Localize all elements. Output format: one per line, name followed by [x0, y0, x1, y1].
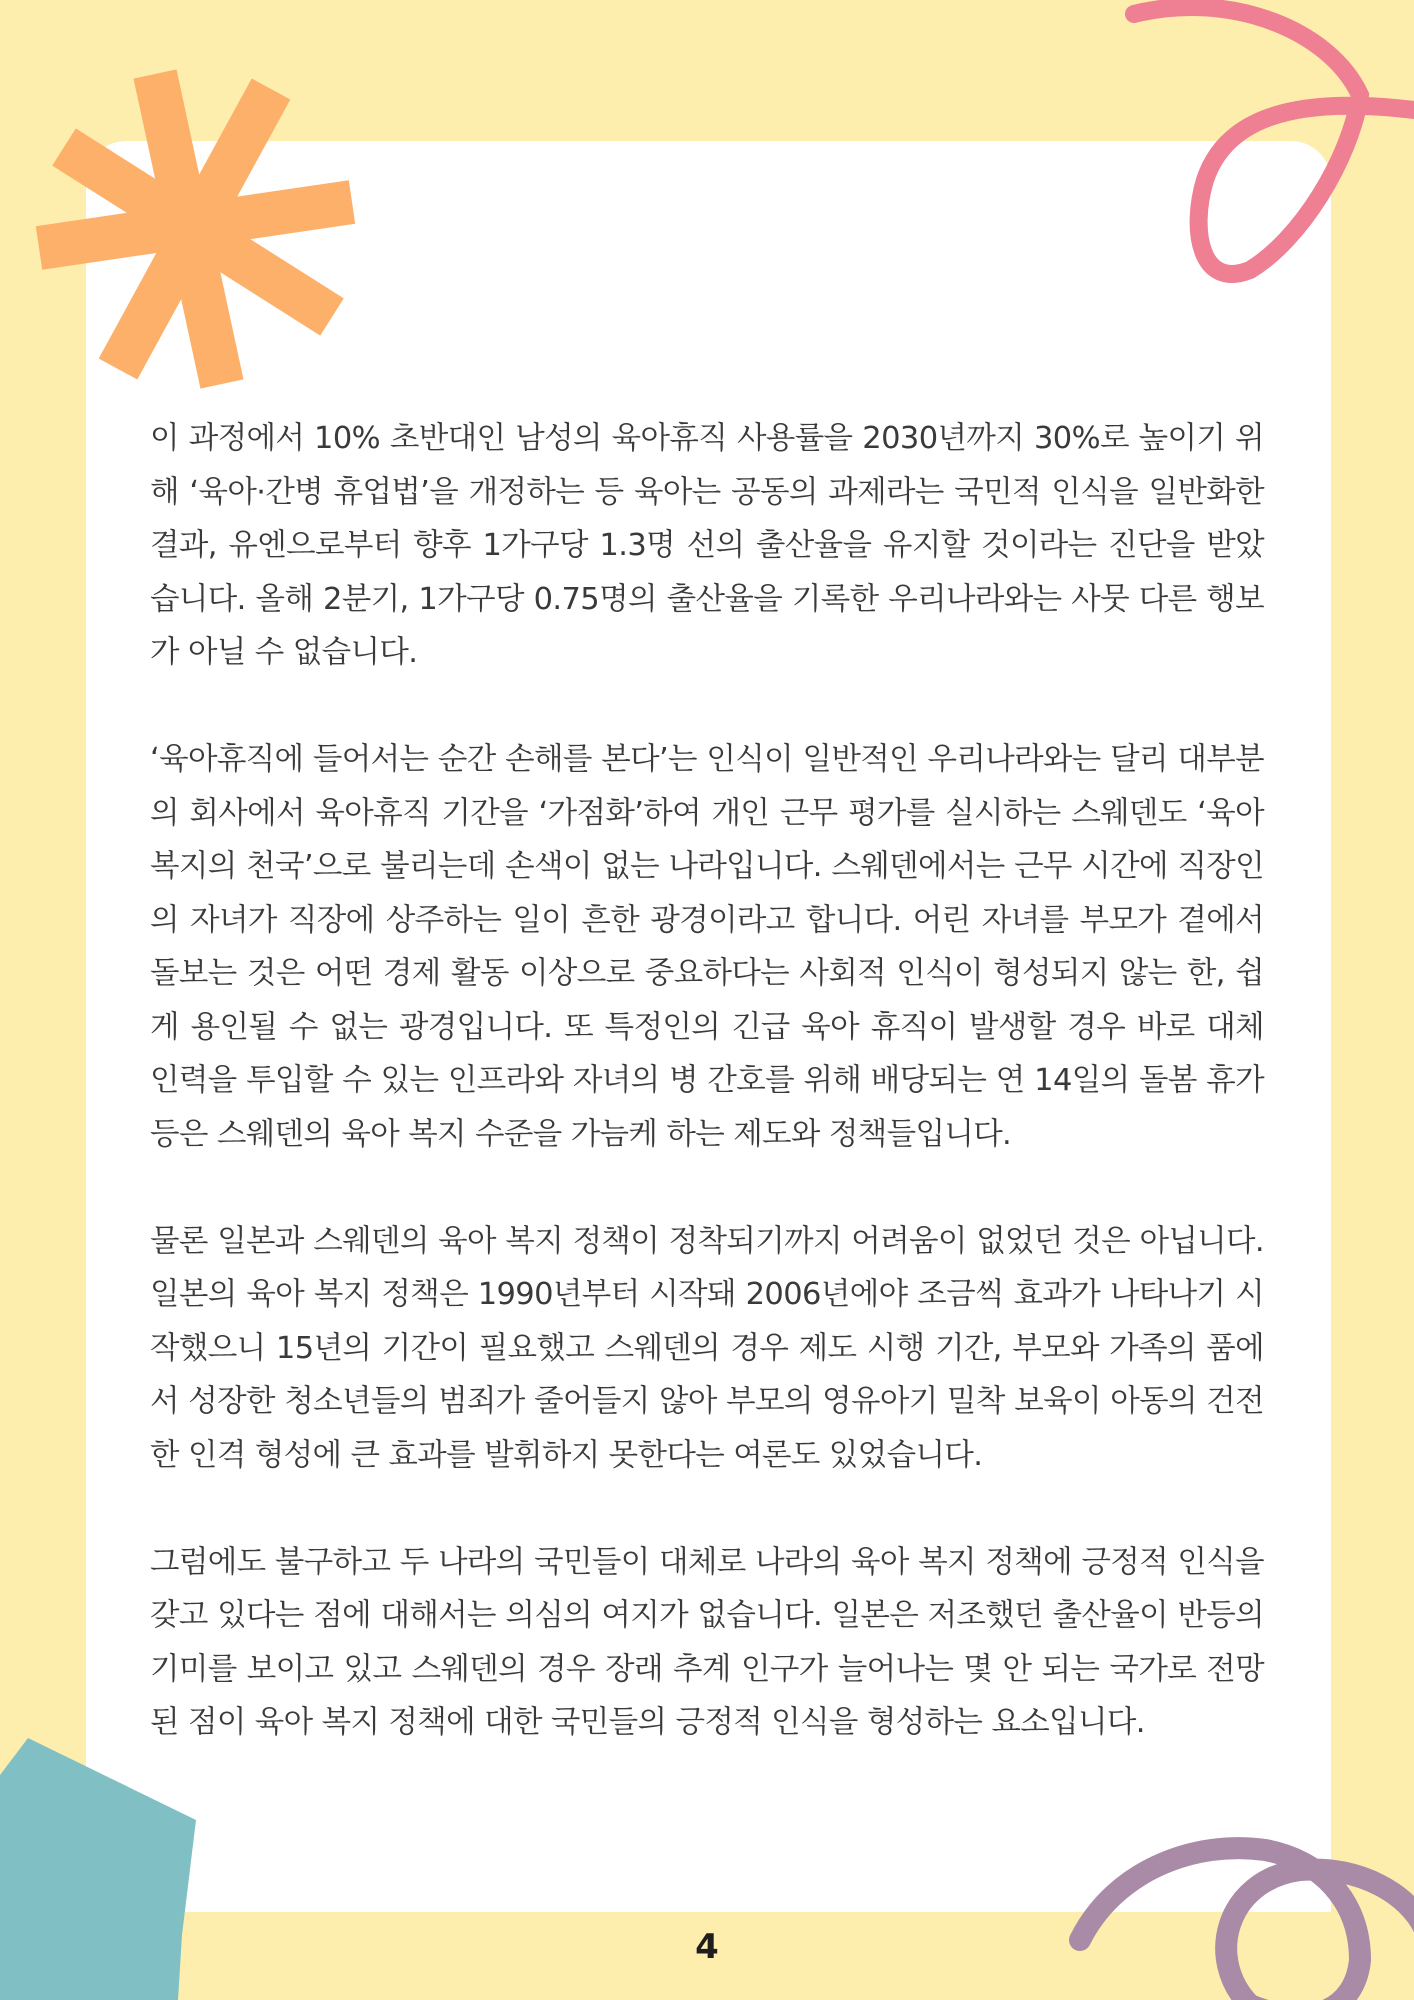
teal-shape-icon	[0, 1738, 196, 2000]
paragraph: 이 과정에서 10% 초반대인 남성의 육아휴직 사용률을 2030년까지 30%로 높이기 위해 ‘육아·간병 휴업법’을 개정하는 등 육아는 공동의 과제라는 국민적 인식을 일반화한 결과, 유엔으로부터 향후 1가구당 1.3명 선의 출산율을 유지할 것이라는 진단을 받았습니다. 올해 2분기, 1가구당 0.75명의 출산율을 기록한 우리나라와는 사뭇 다른 행보가 아닐 수 없습니다.	[150, 421, 1264, 670]
pink-swirl-icon	[1134, 7, 1414, 274]
page-number: 4	[695, 1927, 719, 1967]
paragraph: 그럼에도 불구하고 두 나라의 국민들이 대체로 나라의 육아 복지 정책에 긍정적 인식을 갖고 있다는 점에 대해서는 의심의 여지가 없습니다. 일본은 저조했던 출산율이 반등의 기미를 보이고 있고 스웨덴의 경우 장래 추계 인구가 늘어나는 몇 안 되는 국가로 전망된 점이 육아 복지 정책에 대한 국민들의 긍정적 인식을 형성하는 요소입니다.	[150, 1544, 1264, 1740]
paragraph: 물론 일본과 스웨덴의 육아 복지 정책이 정착되기까지 어려움이 없었던 것은 아닙니다. 일본의 육아 복지 정책은 1990년부터 시작돼 2006년에야 조금씩 효과가 나타나기 시작했으니 15년의 기간이 필요했고 스웨덴의 경우 제도 시행 기간, 부모와 가족의 품에서 성장한 청소년들의 범죄가 줄어들지 않아 부모의 영유아기 밀착 보육이 아동의 건전한 인격 형성에 큰 효과를 발휘하지 못한다는 여론도 있었습니다.	[150, 1223, 1264, 1473]
asterisk-icon	[39, 74, 352, 384]
purple-swirl-icon	[1080, 1848, 1414, 2000]
paragraph: ‘육아휴직에 들어서는 순간 손해를 본다’는 인식이 일반적인 우리나라와는 달리 대부분의 회사에서 육아휴직 기간을 ‘가점화’하여 개인 근무 평가를 실시하는 스웨덴도 ‘육아 복지의 천국’으로 불리는데 손색이 없는 나라입니다. 스웨덴에서는 근무 시간에 직장인의 자녀가 직장에 상주하는 일이 흔한 광경이라고 합니다. 어린 자녀를 부모가 곁에서 돌보는 것은 어떤 경제 활동 이상으로 중요하다는 사회적 인식이 형성되지 않는 한, 쉽게 용인될 수 없는 광경입니다. 또 특정인의 긴급 육아 휴직이 발생할 경우 바로 대체 인력을 투입할 수 있는 인프라와 자녀의 병 간호를 위해 배당되는 연 14일의 돌봄 휴가 등은 스웨덴의 육아 복지 수준을 가늠케 하는 제도와 정책들입니다.	[150, 742, 1264, 1152]
document-body	[150, 412, 1264, 1750]
